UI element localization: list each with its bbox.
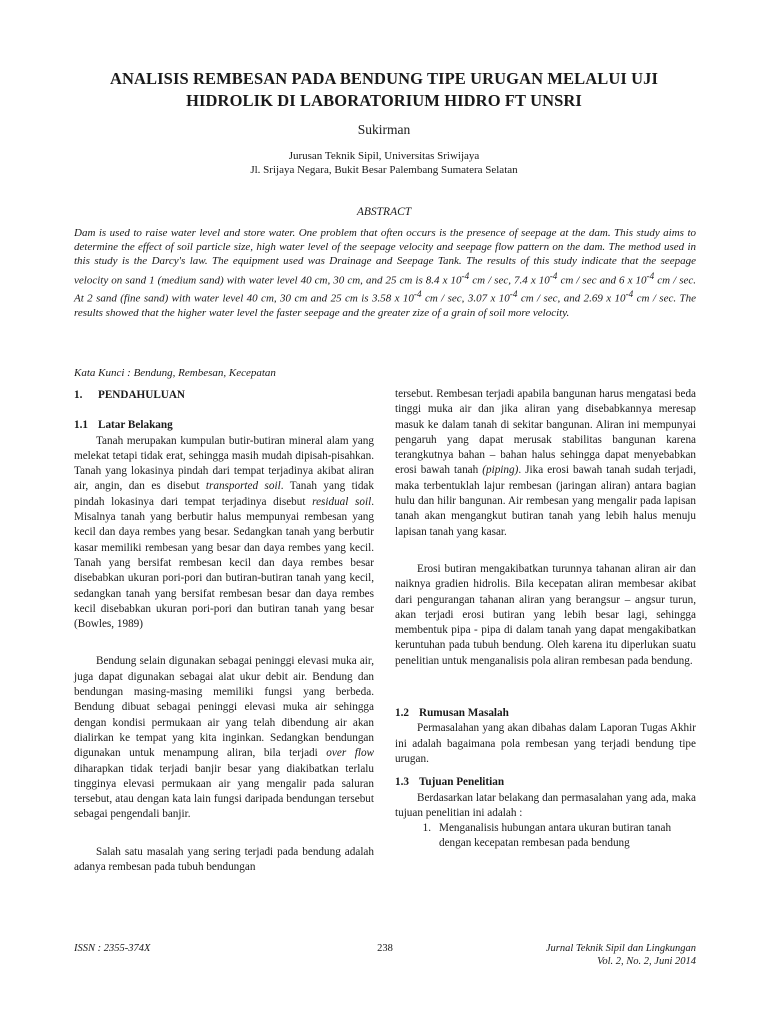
section-number: 1. [74, 389, 83, 401]
subsection-number: 1.2 [395, 707, 409, 720]
section-heading-pendahuluan [74, 388, 374, 403]
paragraph: Erosi butiran mengakibatkan turunnya tahanan aliran air dan naiknya gradien hidrolis. Bila kecepatan aliran membesar akibat dari pengurangan tahanan aliran yang berangsur – angsur turun, akan terjadi erosi butiran yang lebih besar lagi, sehingga membentuk pipa - pipa di dalam tanah yang dapat mengakibatkan keruntuhan pada tubuh bendung. Oleh karena itu diperlukan suatu penelitian untuk menganalisis pola aliran rembesan pada bendung. [395, 562, 696, 667]
exponent: -4 [461, 270, 470, 281]
affiliation-line-1: Jurusan Teknik Sipil, Universitas Sriwijaya [288, 150, 480, 162]
exponent: -4 [413, 289, 422, 300]
paragraph: Salah satu masalah yang sering terjadi pada bendung adalah adanya rembesan pada tubuh bendungan [74, 845, 374, 874]
subsection-number: 1.3 [395, 776, 409, 789]
list-number: 1. [422, 822, 431, 835]
text: . Jika erosi bawah tanah sudah terjadi, maka terbentuklah lajur rembesan (jaringan aliran) antara bagian hulu dan hilir bangunan. Air rembesan yang mengalir pada lapisan tanah akan mengangkut butiran tanah yang lebih halus menuju lapisan tanah yang kasar. [395, 464, 696, 538]
affiliation [0, 149, 768, 177]
list-item [395, 821, 696, 852]
text: Tanah merupakan kumpulan butir-butiran mineral alam yang melekat tetapi tidak erat, sehingga masih mudah dipisah-pisahkan. Tanah yang lokasinya pindah dari tempat terjadinya akibat aliran air, angin, dan es disebut [74, 434, 374, 493]
author-name: Sukirman [357, 122, 411, 137]
abstract-part: cm / sec, 7.4 x 10 [469, 274, 550, 287]
paragraph [74, 434, 374, 633]
paragraph: Permasalahan yang akan dibahas dalam Laporan Tugas Akhir ini adalah bagaimana pola rembesan yang terjadi bendung tipe urugan. [395, 722, 696, 765]
right-column [395, 387, 696, 852]
exponent: -4 [646, 270, 655, 281]
journal-name: Jurnal Teknik Sipil dan Lingkungan [545, 943, 696, 954]
journal-info [546, 942, 696, 968]
abstract-part: cm / sec. The results showed that the higher water level the faster seepage and the greater zize of a grain of soil more velocity. [74, 293, 696, 320]
subsection-heading-rumusan-masalah [395, 706, 696, 721]
exponent: -4 [625, 289, 634, 300]
text: . Tanah yang tidak pindah lokasinya dari tempat terjadinya disebut [74, 480, 374, 508]
list-text: Menganalisis hubungan antara ukuran butiran tanah dengan kecepatan rembesan pada bendung [439, 822, 672, 850]
section-title: PENDAHULUAN [98, 389, 186, 401]
paper-title [60, 68, 708, 112]
abstract-part: cm / sec, 3.07 x 10 [421, 293, 510, 306]
term: over flow [326, 747, 374, 760]
journal-volume: Vol. 2, No. 2, Juni 2014 [597, 956, 696, 967]
subsection-number: 1.1 [74, 419, 88, 432]
subsection-title: Tujuan Penelitian [419, 776, 505, 789]
abstract-part: Dam is used to raise water level and store water. One problem that often occurs is the presence of seepage at the dam. This study aims to determine the effect of soil particle size, high water level of the seepage velocity and seepage flow pattern on the dam. The method used in this study is the Darcy's law. The equipment used was Drainage and Seepage Tank. The results of this study indicate that the seepage velocity on sand 1 (medium sand) with water level 40 cm, 30 cm, and 25 cm is 8.4 x 10 [74, 227, 696, 287]
subsection-heading-tujuan-penelitian [395, 775, 696, 790]
subsection-heading-latar-belakang [74, 418, 374, 433]
paragraph [395, 387, 696, 540]
abstract-heading: ABSTRACT [356, 206, 412, 218]
title-line-1: ANALISIS REMBESAN PADA BENDUNG TIPE URUGAN MELALUI UJI [110, 69, 658, 88]
term: (piping) [482, 464, 519, 477]
keywords: Kata Kunci : Bendung, Rembesan, Kecepatan [74, 367, 276, 379]
subsection-title: Rumusan Masalah [419, 707, 509, 720]
paragraph [74, 654, 374, 822]
affiliation-line-2: Jl. Srijaya Negara, Bukit Besar Palembang Sumatera Selatan [250, 164, 518, 176]
text: Bendung selain digunakan sebagai peninggi elevasi muka air, juga dapat digunakan sebagai alat ukur debit air. Bendung dan bendungan masing-masing memiliki fungsi yang berbeda. Bendung dibuat sebagai peninggi elevasi muka air sehingga dengan kondisi permukaan air yang telah dibendung air akan dialirkan ke tempat yang kita inginkan. Sedangkan bendungan digunakan untuk menampung aliran, bila terjadi [74, 655, 374, 760]
text: diharapkan tidak terjadi banjir besar yang diakibatkan terlalu tingginya elevasi permukaan air yang mengalir pada saluran tersebut, atau dengan kata lain fungsi daripada bendungan tersebut sebagai pengendali banjir. [74, 762, 374, 821]
term: transported soil [205, 480, 281, 493]
abstract-part: cm / sec, and 2.69 x 10 [517, 293, 626, 306]
paragraph: Berdasarkan latar belakang dan permasalahan yang ada, maka tujuan penelitian ini adalah : [395, 791, 696, 819]
abstract-part: cm / sec and 6 x 10 [557, 274, 647, 287]
page-number: 238 [377, 943, 393, 954]
exponent: -4 [509, 289, 518, 300]
term: residual soil [312, 495, 372, 508]
exponent: -4 [549, 270, 558, 281]
issn: ISSN : 2355-374X [74, 943, 151, 954]
text: tersebut. Rembesan terjadi apabila bangunan harus mengatasi beda tinggi muka air dan jika aliran yang disebabkannya meresap masuk ke dalam tanah di sekitar bangunan. Aliran ini mempunyai pengaruh yang dapat merusak stabilitas bangunan karena terangkutnya bahan – bahan halus sehingga dapat menyebabkan erosi bawah tanah [395, 388, 696, 477]
abstract-text [74, 226, 696, 321]
abstract-part: cm / sec. At 2 sand (fine sand) with water level 40 cm, 30 cm and 25 cm is 3.58 x 10 [74, 274, 696, 306]
text: . Misalnya tanah yang berbutir halus mempunyai rembesan yang kecil dan daya rembes yang besar. Sedangkan tanah yang berbutir kasar memiliki rembesan yang besar dan daya rembes yang kecil. Tanah yang bersifat rembesan kecil dan daya rembes besar disebabkan ukuran pori-pori dan butiran-butiran tanah yang kecil, sedangkan tanah yang bersifat rembesan besar dan daya rembes kecil disebabkan ukuran pori-pori dan butiran tanah yang besar (Bowles, 1989) [74, 495, 374, 631]
title-line-2: HIDROLIK DI LABORATORIUM HIDRO FT UNSRI [186, 91, 582, 110]
subsection-title: Latar Belakang [98, 419, 173, 432]
left-column [74, 388, 374, 875]
